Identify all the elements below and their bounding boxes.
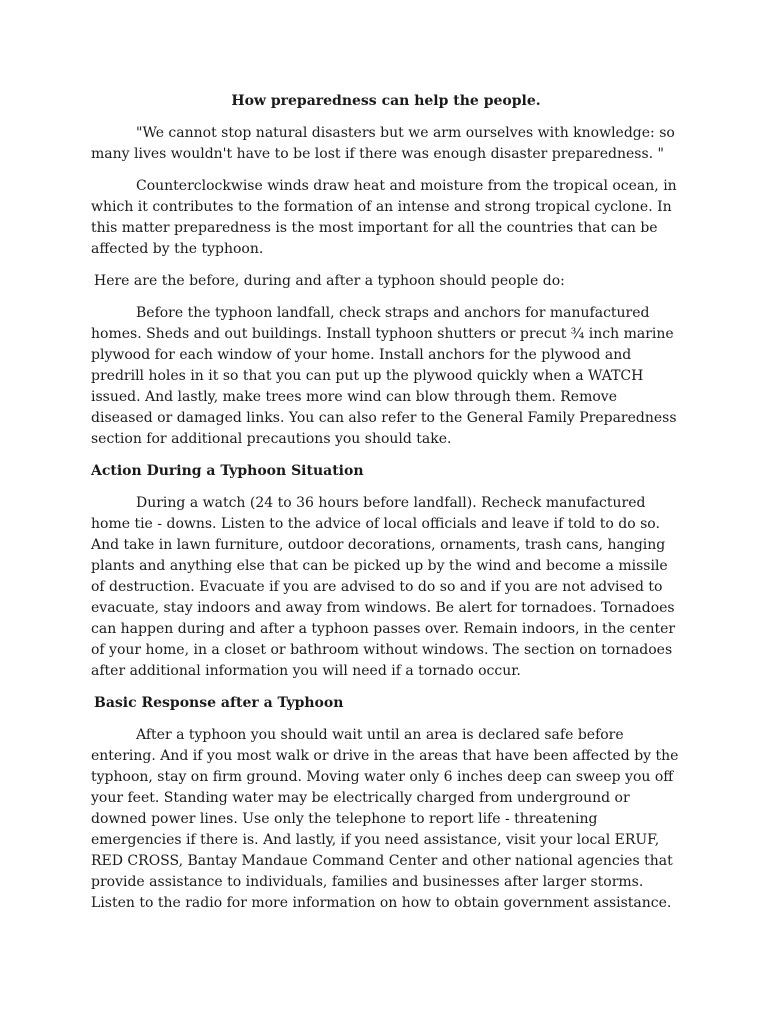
before-typhoon-paragraph: Before the typhoon landfall, check straps and anchors for manufactured homes. Sheds and out buildings. Install typhoon shutters or precut ¾ inch marine plywood for each window of your home. Install anchors for the plywood and predrill holes in it so that you can put up the plywood quickly when a WATCH issued. And lastly, make trees more wind can blow through them. Remove diseased or damaged links. You can also refer to the General Family Preparedness section for additional precautions you should take.: [91, 305, 677, 447]
after-typhoon-heading: Basic Response after a Typhoon: [94, 695, 344, 711]
document-title: How preparedness can help the people.: [231, 93, 541, 109]
during-typhoon-heading: Action During a Typhoon Situation: [91, 463, 364, 479]
intro-paragraph: Counterclockwise winds draw heat and moisture from the tropical ocean, in which it contributes to the formation of an intense and strong tropical cyclone. In this matter preparedness is the most important for all the countries that can be affected by the typhoon.: [91, 178, 677, 257]
document-page: [91, 91, 681, 925]
lead-in-paragraph: Here are the before, during and after a typhoon should people do:: [94, 273, 565, 289]
during-typhoon-paragraph: During a watch (24 to 36 hours before landfall). Recheck manufactured home tie - downs. Listen to the advice of local officials and leave if told to do so. And take in lawn furniture, outdoor decorations, ornaments, trash cans, hanging plants and anything else that can be picked up by the wind and become a missile of destruction. Evacuate if you are advised to do so and if you are not advised to evacuate, stay indoors and away from windows. Be alert for tornadoes. Tornadoes can happen during and after a typhoon passes over. Remain indoors, in the center of your home, in a closet or bathroom without windows. The section on tornadoes after additional information you will need if a tornado occur.: [91, 495, 676, 679]
quote-paragraph: "We cannot stop natural disasters but we arm ourselves with knowledge: so many lives wouldn't have to be lost if there was enough disaster preparedness. ": [91, 125, 675, 162]
after-typhoon-paragraph: After a typhoon you should wait until an area is declared safe before entering. And if you most walk or drive in the areas that have been affected by the typhoon, stay on firm ground. Moving water only 6 inches deep can sweep you off your feet. Standing water may be electrically charged from underground or downed power lines. Use only the telephone to report life - threatening emergencies if there is. And lastly, if you need assistance, visit your local ERUF, RED CROSS, Bantay Mandaue Command Center and other national agencies that provide assistance to individuals, families and businesses after larger storms. Listen to the radio for more information on how to obtain government assistance.: [91, 727, 679, 911]
